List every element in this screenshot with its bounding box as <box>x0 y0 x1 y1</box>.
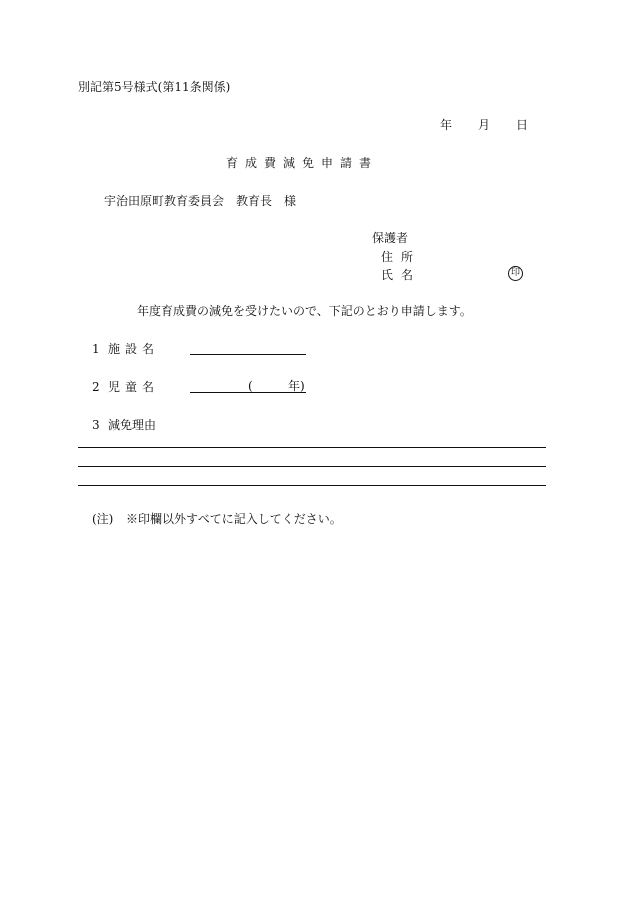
grade-close-label: 年) <box>288 379 305 393</box>
item-3-number: 3 <box>92 418 100 432</box>
note-text: ※印欄以外すべてに記入してください。 <box>126 512 342 526</box>
form-number: 別記第5号様式(第11条関係) <box>78 80 231 94</box>
item-1-number: 1 <box>92 342 100 356</box>
reason-field-line[interactable] <box>78 485 546 486</box>
facility-name-field[interactable] <box>190 354 306 355</box>
document-title: 育成費減免申請書 <box>226 156 379 170</box>
name-label: 氏名 <box>381 268 422 282</box>
request-statement: 年度育成費の減免を受けたいので、下記のとおり申請します。 <box>137 304 472 318</box>
grade-open-paren: ( <box>248 379 253 393</box>
facility-name-label: 施設名 <box>108 342 160 356</box>
reason-field-line[interactable] <box>78 466 546 467</box>
addressee: 宇治田原町教育委員会 教育長 様 <box>104 194 297 208</box>
date-year-label: 年 <box>440 118 453 132</box>
date-line <box>440 118 528 132</box>
grade-field[interactable] <box>248 379 305 393</box>
date-day-label: 日 <box>516 118 529 132</box>
guardian-label: 保護者 <box>372 231 409 245</box>
date-month-label: 月 <box>478 118 491 132</box>
child-name-label: 児童名 <box>108 380 160 394</box>
seal-icon: 印 <box>508 266 523 281</box>
reason-field-line[interactable] <box>78 447 546 448</box>
note-label: (注) <box>92 512 114 526</box>
address-label: 住所 <box>381 250 422 264</box>
reason-label: 減免理由 <box>108 418 157 432</box>
item-2-number: 2 <box>92 380 100 394</box>
